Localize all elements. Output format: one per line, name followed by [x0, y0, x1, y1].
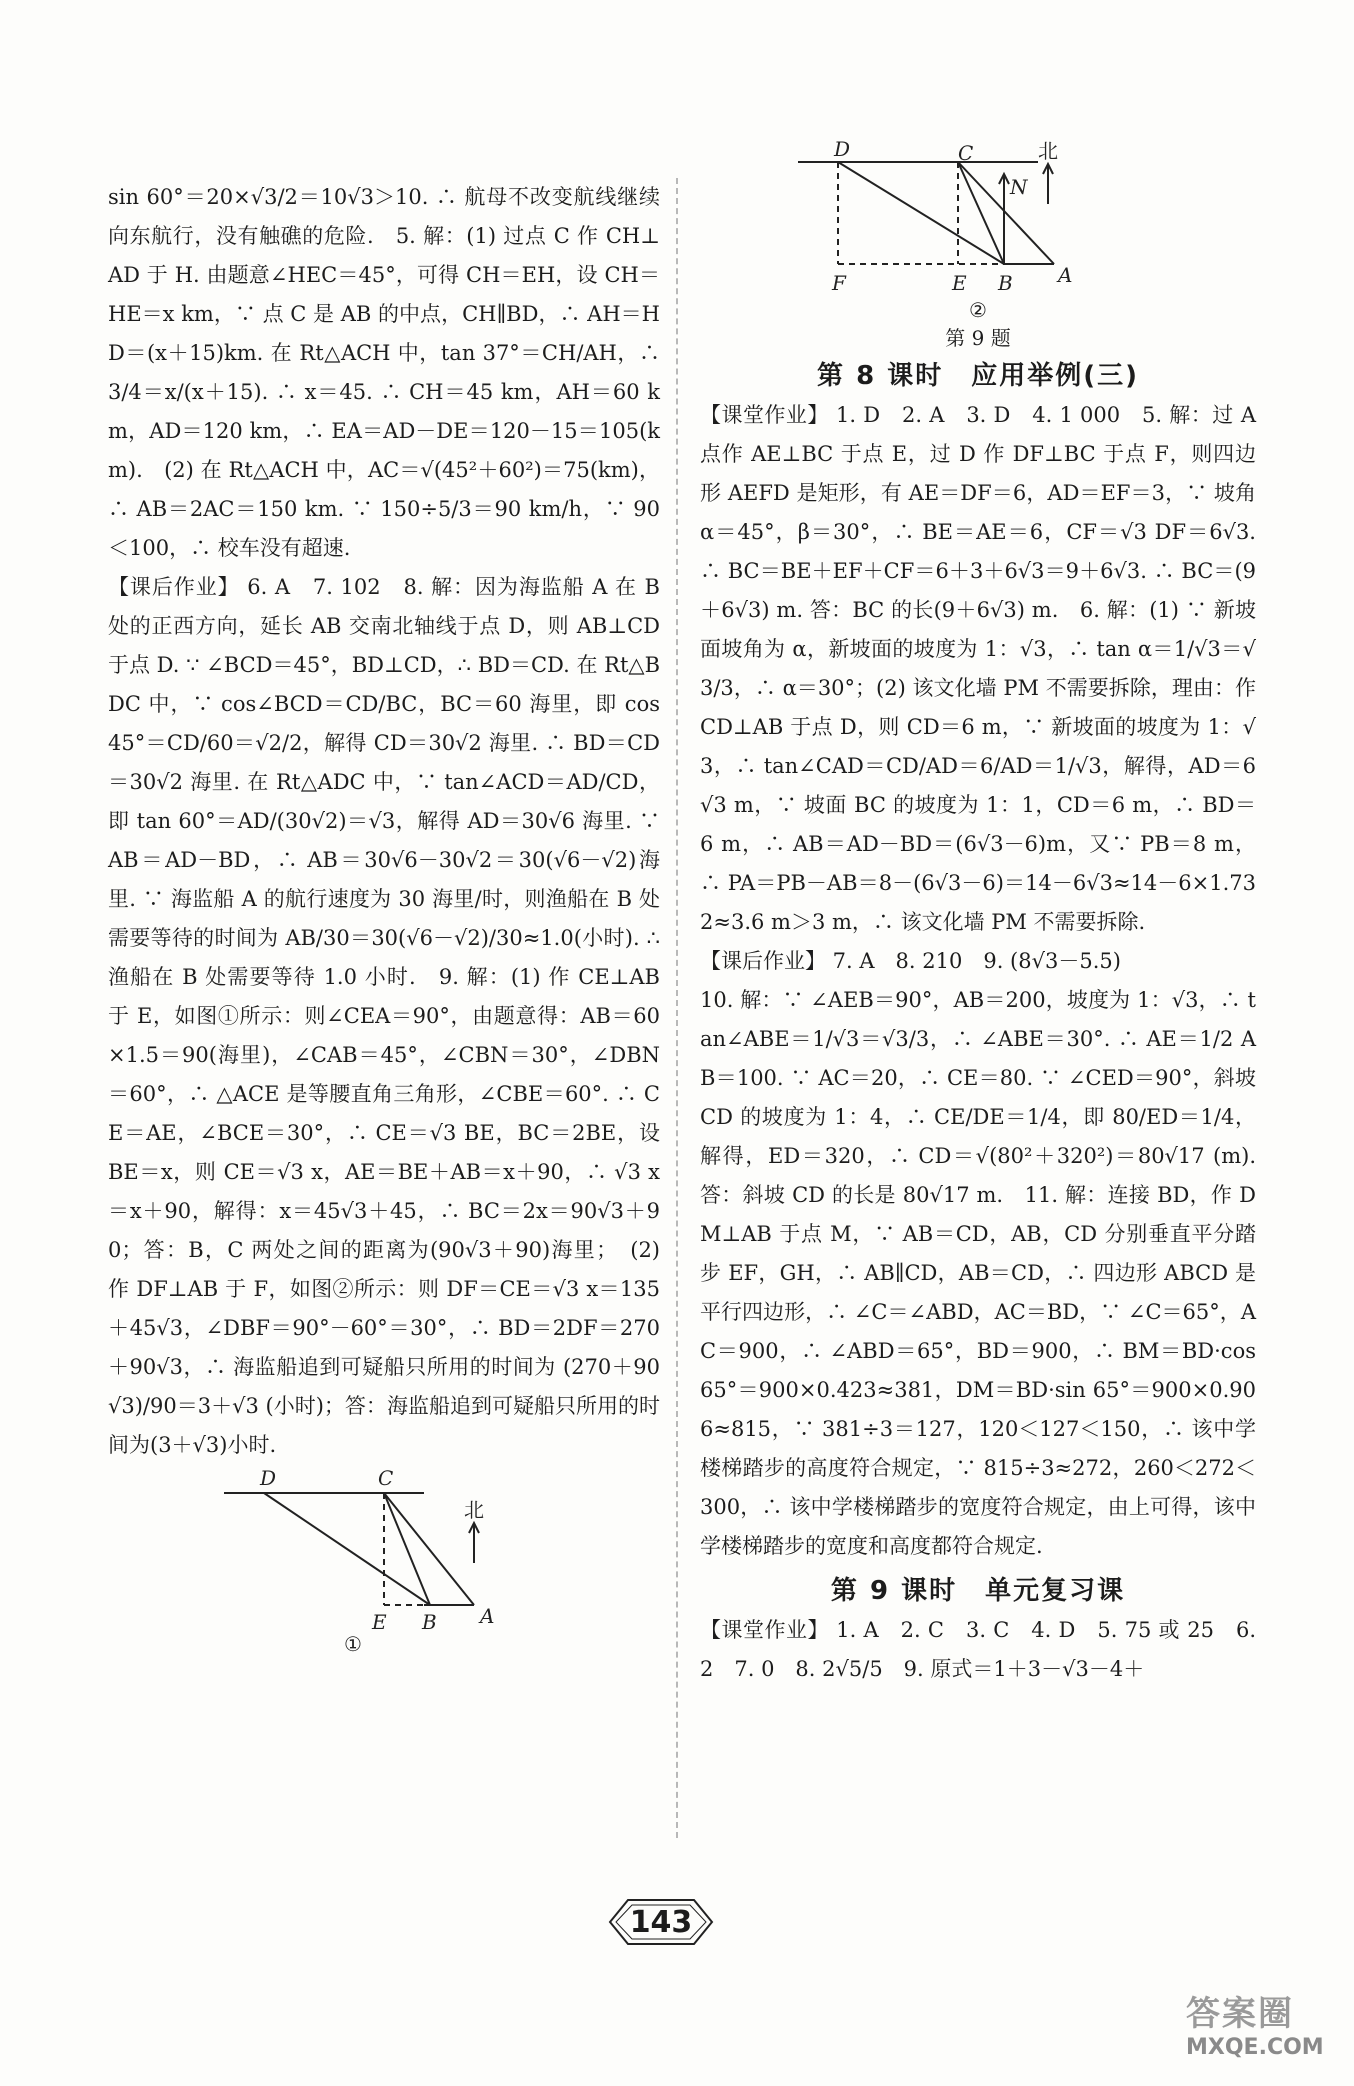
- watermark-url: MXQE.COM: [1186, 2035, 1324, 2060]
- figure-2: [798, 140, 1158, 298]
- fig1-label-b: B: [422, 1610, 437, 1634]
- fig1-label-d: D: [260, 1466, 277, 1490]
- column-divider: [676, 178, 678, 1838]
- fig2-label-d: D: [834, 140, 851, 161]
- fig1-label-a: A: [480, 1604, 495, 1628]
- watermark-logo: 答案圈: [1186, 1994, 1294, 2034]
- lesson8-paragraph-3: 10. 解：∵ ∠AEB＝90°，AB＝200，坡度为 1：√3，∴ tan∠ABE＝1/√3＝√3/3，∴ ∠ABE＝30°. ∴ AE＝1/2 AB＝100. ∵ AC＝20，∴ CE＝80. ∵ ∠CED＝90°，斜坡 CD 的坡度为 1：4，∴ CE/DE＝1/4，即 80/ED＝1/4，解得，ED＝320，∴ CD＝√(80²＋320²)＝80√17 (m). 答：斜坡 CD 的长是 80√17 m. 11. 解：连接 BD，作 DM⊥AB 于点 M，∵ AB＝CD，AB，CD 分别垂直平分踏步 EF，GH，∴ AB∥CD，AB＝CD，∴ 四边形 ABCD 是平行四边形，∴ ∠C＝∠ABD，AC＝BD，∵ ∠C＝65°，AC＝900，∴ ∠ABD＝65°，BD＝900，∴ BM＝BD·cos 65°＝900×0.423≈381，DM＝BD·sin 65°＝900×0.906≈815，∵ 381÷3＝127，120＜127＜150，∴ 该中学楼梯踏步的高度符合规定，∵ 815÷3≈272，260＜272＜300，∴ 该中学楼梯踏步的宽度符合规定，由上可得，该中学楼梯踏步的宽度和高度都符合规定.: [700, 988, 1256, 1558]
- lesson8-heading: 第 8 课时 应用举例(三): [817, 361, 1139, 391]
- lesson9-paragraph-1: 【课堂作业】 1. A 2. C 3. C 4. D 5. 75 或 25 6. 2 7. 0 8. 2√5/5 9. 原式＝1＋3－√3－4＋: [700, 1618, 1256, 1681]
- left-column: [108, 178, 660, 1653]
- lesson8-paragraph-2: 【课后作业】 7. A 8. 210 9. (8√3－5.5): [700, 949, 1121, 973]
- left-paragraph-2: 【课后作业】 6. A 7. 102 8. 解：因为海监船 A 在 B 处的正西方向，延长 AB 交南北轴线于点 D，则 AB⊥CD 于点 D. ∵ ∠BCD＝45°，BD⊥CD，∴ BD＝CD. 在 Rt△BDC 中，∵ cos∠BCD＝CD/BC，BC＝60 海里，即 cos 45°＝CD/60＝√2/2，解得 CD＝30√2 海里. ∴ BD＝CD＝30√2 海里. 在 Rt△ADC 中，∵ tan∠ACD＝AD/CD，即 tan 60°＝AD/(30√2)＝√3，解得 AD＝30√6 海里. ∵ AB＝AD－BD，∴ AB＝30√6－30√2＝30(√6－√2)海里. ∵ 海监船 A 的航行速度为 30 海里/时，则渔船在 B 处需要等待的时间为 AB/30＝30(√6－√2)/30≈1.0(小时). ∴ 渔船在 B 处需要等待 1.0 小时. 9. 解：(1) 作 CE⊥AB 于 E，如图①所示：则∠CEA＝90°，由题意得：AB＝60×1.5＝90(海里)，∠CAB＝45°，∠CBN＝30°，∠DBN＝60°，∴ △ACE 是等腰直角三角形，∠CBE＝60°. ∴ CE＝AE，∠BCE＝30°，∴ CE＝√3 BE，BC＝2BE，设 BE＝x，则 CE＝√3 x，AE＝BE＋AB＝x＋90，∴ √3 x＝x＋90，解得：x＝45√3＋45，∴ BC＝2x＝90√3＋90；答：B，C 两处之间的距离为(90√3＋90)海里； (2) 作 DF⊥AB 于 F，如图②所示：则 DF＝CE＝√3 x＝135＋45√3，∠DBF＝90°－60°＝30°，∴ BD＝2DF＝270＋90√3，∴ 海监船追到可疑船只所用的时间为 (270＋90√3)/90＝3＋√3 (小时)；答：海监船追到可疑船只所用的时间为(3＋√3)小时.: [108, 575, 660, 1457]
- left-paragraph-1: sin 60°＝20×√3/2＝10√3＞10. ∴ 航母不改变航线继续向东航行，没有触礁的危险. 5. 解：(1) 过点 C 作 CH⊥AD 于 H. 由题意∠HEC＝45°，可得 CH＝EH，设 CH＝HE＝x km，∵ 点 C 是 AB 的中点，CH∥BD，∴ AH＝HD＝(x＋15)km. 在 Rt△ACH 中，tan 37°＝CH/AH，∴ 3/4＝x/(x＋15). ∴ x＝45. ∴ CH＝45 km，AH＝60 km，AD＝120 km，∴ EA＝AD－DE＝120－15＝105(km). (2) 在 Rt△ACH 中，AC＝√(45²＋60²)＝75(km)，∴ AB＝2AC＝150 km. ∵ 150÷5/3＝90 km/h，∵ 90＜100，∴ 校车没有超速.: [108, 185, 660, 560]
- page-number-text: 143: [629, 1905, 693, 1940]
- fig2-label-c: C: [958, 141, 974, 165]
- lesson9-heading: 第 9 课时 单元复习课: [830, 1576, 1126, 1606]
- fig2-north-label: 北: [1038, 140, 1058, 163]
- fig2-label-e: E: [952, 271, 967, 295]
- watermark: [1186, 1986, 1346, 2082]
- fig2-label-f: F: [832, 271, 846, 295]
- fig2-label-n: N: [1010, 175, 1028, 199]
- fig1-north-label: 北: [464, 1498, 484, 1522]
- page-number: [606, 1896, 716, 1948]
- fig2-title: 第 9 题: [945, 326, 1011, 350]
- fig1-label-e: E: [372, 1610, 387, 1634]
- fig2-label-a: A: [1058, 263, 1073, 287]
- right-column: [700, 140, 1256, 1689]
- lesson8-paragraph-1: 【课堂作业】 1. D 2. A 3. D 4. 1 000 5. 解：过 A 点作 AE⊥BC 于点 E，过 D 作 DF⊥BC 于点 F，则四边形 AEFD 是矩形，有 AE＝DF＝6，AD＝EF＝3，∵ 坡角 α＝45°，β＝30°，∴ BE＝AE＝6，CF＝√3 DF＝6√3. ∴ BC＝BE＋EF＋CF＝6＋3＋6√3＝9＋6√3. ∴ BC＝(9＋6√3) m. 答：BC 的长(9＋6√3) m. 6. 解：(1) ∵ 新坡面坡角为 α，新坡面的坡度为 1：√3，∴ tan α＝1/√3＝√3/3，∴ α＝30°；(2) 该文化墙 PM 不需要拆除，理由：作 CD⊥AB 于点 D，则 CD＝6 m，∵ 新坡面的坡度为 1：√3，∴ tan∠CAD＝CD/AD＝6/AD＝1/√3，解得，AD＝6√3 m，∵ 坡面 BC 的坡度为 1：1，CD＝6 m，∴ BD＝6 m，∴ AB＝AD－BD＝(6√3－6)m，又∵ PB＝8 m，∴ PA＝PB－AB＝8－(6√3－6)＝14－6√3≈14－6×1.732≈3.6 m＞3 m，∴ 该文化墙 PM 不需要拆除.: [700, 403, 1256, 934]
- figure-1: [224, 1465, 544, 1653]
- fig2-caption: ②: [969, 298, 987, 322]
- fig1-caption: ①: [344, 1632, 362, 1653]
- fig2-label-b: B: [998, 271, 1013, 295]
- fig1-label-c: C: [378, 1466, 394, 1490]
